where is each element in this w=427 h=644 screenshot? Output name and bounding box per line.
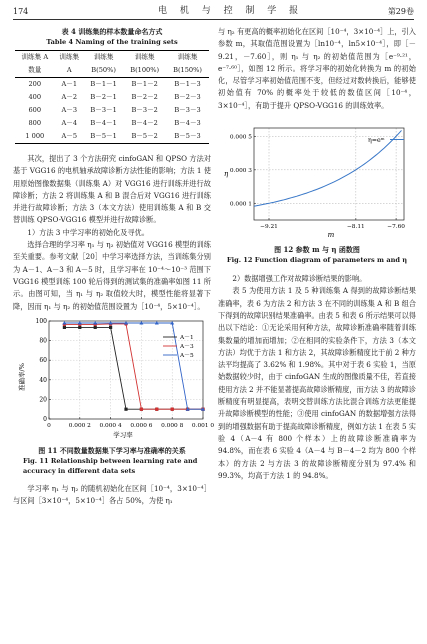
- fig11-caption-cn: 图 11 不同数量数据集下学习率与准确率的关系: [38, 445, 186, 455]
- table4-caption-en: Table 4 Naming of the training sets: [46, 38, 178, 46]
- fig12-chart: [218, 120, 416, 240]
- fig11-y-tick-label: 20: [39, 396, 47, 404]
- subsection-heading: 2）数据增强工作对故障诊断结果的影响。: [232, 274, 367, 284]
- fig12-y-tick-label: 0.000 5: [229, 134, 252, 141]
- table-row: [15, 91, 209, 104]
- paragraph: 与 η₂ 有更高的概率初始化在区间［10⁻⁴，3×10⁻⁴］上，引入参数 m，其取值范围设置为［ln10⁻⁴，ln5×10⁻⁴］，即［－9.21，－7.60］，则 η₁ 与 η₂ 的初始值范围为［e⁻⁹·²¹，e⁻⁷·⁶⁰］，如图 12 所示。将学习率的初始化转换为 m 的初始化，尽管学习率初始值范围不变，但经过对数转换后，能够使初始值有 70% 的概率处于较低的数值区间［10⁻⁴，3×10⁻⁴］，有助于提升 QPSO-VGG16 的训练效率。: [218, 27, 416, 110]
- table-header-cell: B(100%): [123, 64, 166, 78]
- table-header-cell: A: [55, 64, 84, 78]
- fig11-x-tick-label: 0.000 2: [68, 422, 91, 429]
- fig12-y-tick-label: 0.000 1: [229, 201, 252, 208]
- table-cell: A－2: [61, 93, 78, 102]
- fig12-y-axis-label: η: [224, 170, 229, 179]
- table-header-row: [15, 64, 209, 78]
- fig11-data-point: [78, 326, 81, 329]
- fig12-x-tick-label: −7.60: [387, 224, 405, 231]
- fig11-legend-label: A－5: [180, 352, 194, 359]
- fig11-data-point: [170, 407, 174, 411]
- table-cell: A－3: [61, 106, 78, 115]
- fig11-x-tick-label: 0.000 4: [99, 422, 122, 429]
- table-cell: B－2－1: [90, 93, 117, 102]
- fig12-x-tick-label: −8.11: [346, 224, 365, 231]
- fig11-data-point: [94, 326, 97, 329]
- table-cell: B－1－1: [90, 80, 117, 89]
- table-cell: B－2－2: [131, 93, 158, 102]
- paragraph: 选择合理的学习率 η₁ 与 η₂ 初始值对 VGG16 模型的训练至关重要。参考文献［20］中学习率选择方法，当训练集分别为 A－1、A－3 和 A－5 时，且学习率在 10⁻⁴～10⁻³ 范围下 VGG16 模型训练 100 轮后得到的测试集的准确率如图 11 所示。由图可知，当 η₁ 与 η₂ 取值较大时，模型性能将显著下降，因而 η₁ 与 η₂ 的初始值范围设置为［10⁻⁴，5×10⁻⁴］。: [13, 240, 211, 311]
- fig11-x-tick-label: 0.000 8: [161, 422, 184, 429]
- table-cell: B－2－3: [174, 93, 201, 102]
- right-column: [218, 26, 416, 482]
- table-header-cell: 训练集: [55, 51, 84, 65]
- fig11-x-axis-label: 学习率: [113, 430, 133, 439]
- fig11-x-tick-label: 0.000 6: [130, 422, 153, 429]
- table-cell: B－4－3: [174, 119, 201, 128]
- table-row: [15, 130, 209, 144]
- fig12-caption-en: Fig. 12 Function diagram of parameters m and η: [226, 256, 408, 265]
- fig11-data-point: [155, 407, 159, 411]
- table-cell: 400: [28, 93, 42, 102]
- table-cell: A－5: [55, 130, 84, 144]
- fig11-y-tick-label: 60: [39, 357, 47, 365]
- fig11-y-tick-label: 0: [43, 415, 47, 423]
- table-cell: B－4－1: [90, 119, 117, 128]
- table-cell: 1 000: [15, 130, 55, 144]
- fig11-y-tick-label: 100: [35, 317, 47, 325]
- table-cell: B－5－1: [84, 130, 123, 144]
- table-header-cell: 训练集: [84, 51, 123, 65]
- left-column: [13, 26, 215, 507]
- table-cell: B－3－2: [131, 106, 158, 115]
- paragraph: 学习率 η₁ 与 η₂ 的随机初始化在区间［10⁻⁴，3×10⁻⁴］与区间［3×10⁻⁴，5×10⁻⁴］各占 50%，为使 η₁: [13, 483, 211, 506]
- fig11-data-point: [124, 407, 127, 410]
- paragraph: 其次，提出了 3 个方法研究 cinfoGAN 和 QPSO 方法对基于 VGG16 的电机轴承故障诊断方法性能的影响；方法 1 使用原始图像数据集（训练集 A）对 VGG16 进行训练并进行故障诊断；方法 2 将训练集 A 和 B 混合后对 VGG16 进行训练并进行故障诊断；方法 3（本文方法）使用训练集 A 和 B 交替训练 QPSO-VGG16 模型并进行故障诊断。: [13, 154, 211, 225]
- table-cell: 200: [28, 80, 42, 89]
- fig12-caption-cn: 图 12 参数 m 与 η 函数图: [274, 245, 360, 255]
- fig12-y-tick-label: 0.000 3: [229, 167, 252, 174]
- table-cell: B－1－2: [131, 80, 158, 89]
- page-number: 174: [13, 7, 29, 16]
- table-header-cell: 训练集 A: [15, 51, 55, 65]
- table-cell: 600: [28, 106, 42, 115]
- table-header-row: [15, 51, 209, 65]
- table-header-cell: 数量: [15, 64, 55, 78]
- fig11-data-point: [63, 326, 66, 329]
- table-header-cell: B(150%): [166, 64, 209, 78]
- table-header-cell: 训练集: [166, 51, 209, 65]
- fig11-x-tick-label: 0.001 0: [191, 422, 215, 429]
- fig11-x-tick-label: 0: [47, 422, 51, 429]
- fig11-legend-label: A－3: [180, 343, 194, 350]
- fig11-y-tick-label: 80: [39, 337, 47, 345]
- fig11-legend-label: A－1: [180, 334, 194, 341]
- fig11-y-tick-label: 40: [39, 376, 47, 384]
- table-cell: B－4－2: [131, 119, 158, 128]
- table-header-cell: B(50%): [84, 64, 123, 78]
- table4: [15, 50, 209, 144]
- header-rule: [13, 19, 414, 20]
- paragraph: 表 5 为使用方法 1 及 5 种训练集 A 得到的故障诊断结果准确率，表 6 为方法 2 和方法 3 在不同的训练集 A 和 B 组合下得到的故障识别结果准确率。由表 5 和表 6 所示结果可以得出以下结论：①无论采用何种方法，故障诊断准确率随着训练集数量的增加而增加；②在相同的实验条件下，方法 3（本文方法）均优于方法 1 和方法 2，其故障诊断精度比于前 2 种方法平均提高了 3.62% 和 1.98%。其中对于表 6 实验 1，当原始数据较少时，由于 cinfoGAN 生成的图像质量不佳，若直接使用方法 2 并不能显著提高故障诊断精度，而方法 3 的故障诊断精度有明显提高，表明交替训练方法比混合训练方法更能提升故障诊断模型的性能；③使用 cinfoGAN 的数据增强方法得到的增强数据有助于提高故障诊断精度，例如方法 1 在表 5 实验 4（A－4 有 800 个样本）上的故障诊断准确率为 94.8%，而在表 6 实验 4（A－4 与 B－4－2 均为 800 个样本）的方法 2 与方法 3 的故障诊断精度分别为 97.4% 和 99.3%，均高于方法 1 的 94.8%。: [218, 286, 416, 480]
- journal-title: 电 机 与 控 制 学 报: [158, 6, 304, 16]
- table-row: [15, 104, 209, 117]
- page-header: [0, 0, 427, 22]
- table-cell: B－5－3: [166, 130, 209, 144]
- subsection-heading: 1）方法 3 中学习率的初始化及寻优。: [27, 227, 149, 237]
- table-header-cell: 训练集: [123, 51, 166, 65]
- table-row: [15, 117, 209, 130]
- fig11-chart: [13, 313, 215, 441]
- fig12-x-axis-label: m: [327, 231, 335, 240]
- table-cell: B－5－2: [123, 130, 166, 144]
- table-cell: A－1: [61, 80, 78, 89]
- fig11-y-axis-label: 准确率/%: [18, 362, 26, 391]
- table-cell: A－4: [61, 119, 78, 128]
- fig12-curve-label: η=eᵐ: [368, 137, 385, 145]
- table-cell: B－3－3: [174, 106, 201, 115]
- volume-label: 第29卷: [387, 7, 414, 16]
- fig12-x-tick-label: −9.21: [260, 224, 278, 231]
- table-cell: B－1－3: [174, 80, 201, 89]
- fig11-data-point: [109, 326, 112, 329]
- table-cell: 800: [28, 119, 42, 128]
- fig11-caption-en: Fig. 11 Relationship between learning rate and accuracy in different data sets: [23, 456, 198, 475]
- table-row: [15, 78, 209, 92]
- fig11-data-point: [140, 407, 144, 411]
- table-cell: B－3－1: [90, 106, 117, 115]
- table4-caption-cn: 表 4 训练集的样本数量命名方式: [61, 27, 163, 36]
